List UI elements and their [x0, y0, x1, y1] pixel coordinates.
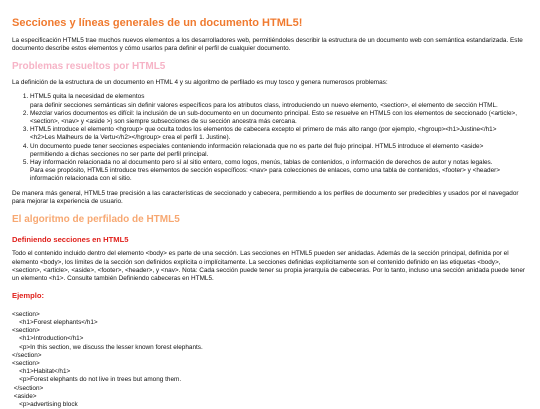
problems-list	[12, 93, 528, 183]
list-item: 1. HTML5 quita la necesidad de elementos para definir secciones semánticas sin definir valores específicos para los atributos class, introduciendo un nuevo elemento, <section>, el elemento de sección HTML.	[30, 93, 528, 109]
list-item: 3. HTML5 introduce el elemento <hgroup> que oculta todos los elementos de cabecera excepto el primero de más alto rango (por ejemplo, <hgroup><h1>Justine</h1> <h2>Les Malheurs de la Vertu</h2></hgroup> crea el perfil 1. Justine).	[30, 126, 528, 142]
list-item: 5. Hay información relacionada no al documento pero sí al sitio entero, como logos, menús, tablas de contenidos, o información de derechos de autor y notas legales. Para ese propósito, HTML5 introduce tres elementos de sección específicos: <nav> para colecciones de enlaces, como una tabla de contenidos, <footer> y <header> información relacionada con el sitio.	[30, 159, 528, 184]
example-heading: Ejemplo:	[12, 291, 45, 301]
list-item: 2. Mezclar varios documentos es difícil: la inclusión de un sub-documento en un documento principal. Esto se resuelve en HTML5 con los elementos de seccionado (<article>, <section>, <nav> y <aside >) son siempre subsecciones de su sección ancestra más cercana.	[30, 110, 528, 126]
algorithm-heading: El algoritmo de perfilado de HTML5	[12, 213, 180, 225]
algorithm-body: Todo el contenido incluido dentro del elemento <body> es parte de una sección. Las secciones en HTML5 pueden ser anidadas. Además de la sección principal, definida por el elemento <body>, los límites de la sección son definidos explícita o implícitamente. La secciones definidas explícitamente son el contenido definido en las etiquetas <body>, <section>, <article>, <aside>, <footer>, <header>, y <nav>. Nota: Cada sección puede tener su propia jerarquía de cabeceras. Por lo tanto, incluso una sección anidada puede tener un elemento <h1>. Consulte también Definiendo cabeceras en HTML5.	[12, 250, 526, 282]
defining-sections-heading: Definiendo secciones en HTML5	[12, 234, 129, 244]
problems-lead: La definición de la estructura de un documento en HTML 4 y su algoritmo de perfilado es muy tosco y genera numerosos problemas:	[12, 79, 388, 87]
problems-heading: Problemas resueltos por HTML5	[12, 61, 166, 73]
list-item: 4. Un documento puede tener secciones especiales conteniendo información relacionada que no es parte del flujo principal. HTML5 introduce el elemento <aside> permitiendo a dichas secciones no ser parte del perfil principal.	[30, 143, 528, 159]
problems-summary: De manera más general, HTML5 trae precisión a las características de seccionado y cabecera, permitiendo a los perfiles de documento ser predecibles y usados por el navegador para mejorar la experiencia de usuario.	[12, 189, 519, 205]
code-example: <section> <h1>Forest elephants</h1> <section> <h1>Introduction</h1> <p>In this section, we discuss the lesser known forest elephants. </section> <section> <h1>Habitat</h1> <p>Forest elephants do not live in trees but among them. </section> <aside> <p>advertising block	[12, 310, 203, 408]
page-title: Secciones y líneas generales de un documento HTML5!	[12, 17, 303, 29]
intro-paragraph: La especificación HTML5 trae muchos nuevos elementos a los desarrolladores web, permitiéndoles describir la estructura de un documento web con semántica estandarizada. Este documento describe estos elementos y cómo usarlos para definir el perfil de cualquier documento.	[12, 37, 523, 53]
